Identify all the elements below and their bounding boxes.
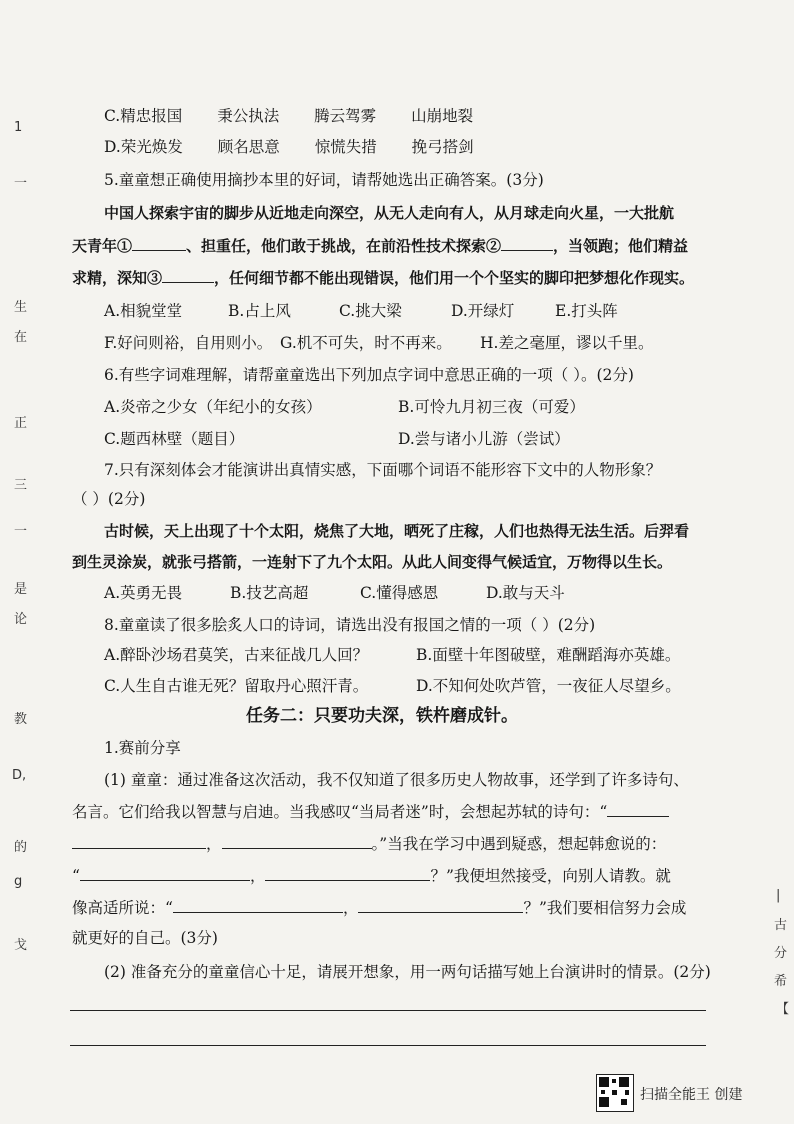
answer-line[interactable] xyxy=(70,1045,706,1046)
q8-option-b[interactable]: B.面壁十年图破壁，难酬蹈海亦英雄。 xyxy=(416,646,681,664)
q6-option-b[interactable]: B.可怜九月初三夜（可爱） xyxy=(398,398,585,416)
option-letter: C. xyxy=(104,107,121,125)
passage-text: 、担重任，他们敢于挑战，在前沿性技术探索② xyxy=(186,237,502,255)
fill-blank[interactable] xyxy=(265,866,430,881)
paragraph-text: ， xyxy=(342,899,359,917)
paragraph-text: “ xyxy=(72,867,80,885)
q5-option[interactable]: B.占上风 xyxy=(228,302,291,320)
paragraph-text: 。”当我在学习中遇到疑惑，想起韩愈说的： xyxy=(371,835,667,853)
option-word: 荣光焕发 xyxy=(120,138,183,156)
margin-fragment: 希 xyxy=(774,974,788,989)
paragraph-text: 名言。它们给我以智慧与启迪。当我感叹“当局者迷”时，会想起苏轼的诗句：“ xyxy=(72,803,608,821)
task2-paragraph-line xyxy=(72,898,686,918)
margin-fragment: 的 xyxy=(14,840,28,855)
margin-fragment: 生 xyxy=(14,300,28,315)
q5-option[interactable]: F.好问则裕，自用则小。 xyxy=(104,334,273,352)
q5-stem: 5.童童想正确使用摘抄本里的好词，请帮她选出正确答案。(3分) xyxy=(104,171,544,189)
task2-paragraph-line xyxy=(72,866,671,886)
passage-text: ，任何细节都不能出现错误，他们用一个个坚实的脚印把梦想化作现实。 xyxy=(214,269,695,287)
blank-1[interactable] xyxy=(132,236,186,251)
q5-passage-line xyxy=(72,236,688,256)
blank-2[interactable] xyxy=(501,236,553,251)
paragraph-text: ， xyxy=(206,835,222,853)
q5-option[interactable]: E.打头阵 xyxy=(555,302,618,320)
task2-heading: 任务二：只要功夫深，铁杵磨成针。 xyxy=(246,706,518,726)
margin-fragment: 戈 xyxy=(14,938,28,953)
q7-option[interactable]: A.英勇无畏 xyxy=(104,584,183,602)
passage-text: 天青年① xyxy=(72,237,133,255)
option-word: 山崩地裂 xyxy=(411,107,474,125)
margin-fragment: D, xyxy=(12,768,27,783)
paragraph-text: ？”我们要相信努力会成 xyxy=(523,899,687,917)
margin-fragment: 古 xyxy=(774,918,788,933)
q5-option[interactable]: D.开绿灯 xyxy=(451,302,515,320)
margin-fragment: | xyxy=(776,888,781,903)
q5-option[interactable]: C.挑大梁 xyxy=(339,302,402,320)
option-word: 秉公执法 xyxy=(217,107,280,125)
fill-blank[interactable] xyxy=(607,802,669,817)
margin-fragment: 正 xyxy=(14,416,28,431)
margin-fragment: 一 xyxy=(14,524,28,539)
margin-fragment: 一 xyxy=(14,176,28,191)
q8-option-a[interactable]: A.醉卧沙场君莫笑，古来征战几人回？ xyxy=(104,646,369,664)
margin-fragment: 教 xyxy=(14,712,28,727)
option-word: 腾云驾雾 xyxy=(314,107,377,125)
task2-paragraph-line: (1) 童童：通过准备这次活动，我不仅知道了很多历史人物故事，还学到了许多诗句、 xyxy=(104,771,689,789)
fill-blank[interactable] xyxy=(80,866,250,881)
q6-stem: 6.有些字词难理解，请帮童童选出下列加点字词中意思正确的一项（ ）。(2分) xyxy=(104,366,634,384)
qr-code-icon xyxy=(596,1074,634,1112)
margin-fragment: g xyxy=(14,874,23,889)
fill-blank[interactable] xyxy=(222,834,372,849)
fill-blank[interactable] xyxy=(358,898,523,913)
option-row-d xyxy=(104,137,474,157)
q7-option[interactable]: C.懂得感恩 xyxy=(360,584,439,602)
margin-fragment: 在 xyxy=(14,330,28,345)
q5-option[interactable]: H.差之毫厘，谬以千里。 xyxy=(480,334,654,352)
margin-fragment: 分 xyxy=(774,946,788,961)
task2-paragraph-line xyxy=(72,834,666,854)
q7-options xyxy=(104,583,565,603)
task2-paragraph-line: 就更好的自己。(3分) xyxy=(72,929,218,947)
blank-3[interactable] xyxy=(162,268,214,283)
q8-stem: 8.童童读了很多脍炙人口的诗词，请选出没有报国之情的一项（ ）(2分) xyxy=(104,616,596,634)
q7-passage-line: 到生灵涂炭，就张弓搭箭，一连射下了九个太阳。从此人间变得气候适宜，万物得以生长。 xyxy=(72,553,673,571)
option-word: 顾名思意 xyxy=(217,138,280,156)
q5-options-row2 xyxy=(104,333,653,353)
paragraph-text: ？”我便坦然接受，向别人请教。就 xyxy=(430,867,671,885)
paragraph-text: ， xyxy=(249,867,266,885)
answer-line[interactable] xyxy=(70,1010,706,1011)
q7-stem: 7.只有深刻体会才能演讲出真情实感，下面哪个词语不能形容下文中的人物形象？ xyxy=(104,461,662,479)
margin-fragment: 论 xyxy=(14,612,28,627)
scanner-watermark: 扫描全能王 创建 xyxy=(640,1087,743,1103)
option-word: 精忠报国 xyxy=(120,107,183,125)
q8-option-d[interactable]: D.不知何处吹芦管，一夜征人尽望乡。 xyxy=(416,677,681,695)
q5-passage-line: 中国人探索宇宙的脚步从近地走向深空，从无人走向有人，从月球走向火星，一大批航 xyxy=(104,204,675,222)
q6-option-c[interactable]: C.题西林壁（题目） xyxy=(104,430,245,448)
q5-passage-line xyxy=(72,268,694,288)
q7-passage-line: 古时候，天上出现了十个太阳，烧焦了大地，晒死了庄稼，人们也热得无法生活。后羿看 xyxy=(104,522,690,540)
q7-option[interactable]: D.敢与天斗 xyxy=(486,584,565,602)
passage-text: 求精，深知③ xyxy=(72,269,163,287)
q5-option[interactable]: G.机不可失，时不再来。 xyxy=(280,334,452,352)
q6-option-a[interactable]: A.炎帝之少女（年纪小的女孩） xyxy=(104,398,322,416)
fill-blank[interactable] xyxy=(173,898,343,913)
paragraph-text: 像高适所说：“ xyxy=(72,899,173,917)
margin-fragment: 三 xyxy=(14,478,28,493)
q7-answer-paren[interactable]: （ ）(2分) xyxy=(72,490,146,508)
q5-option[interactable]: A.相貌堂堂 xyxy=(104,302,183,320)
task2-paragraph-line xyxy=(72,802,669,822)
q5-options-row1 xyxy=(104,301,618,321)
task2-question-2: (2) 准备充分的童童信心十足，请展开想象，用一两句话描写她上台演讲时的情景。(2分) xyxy=(104,963,711,981)
option-word: 惊慌失措 xyxy=(314,138,377,156)
q8-option-c[interactable]: C.人生自古谁无死？留取丹心照汗青。 xyxy=(104,677,369,695)
margin-fragment: 是 xyxy=(14,582,28,597)
option-letter: D. xyxy=(104,138,121,156)
option-row-c xyxy=(104,106,473,126)
task2-subheading: 1.赛前分享 xyxy=(104,739,181,757)
q7-option[interactable]: B.技艺高超 xyxy=(230,584,309,602)
fill-blank[interactable] xyxy=(72,834,206,849)
passage-text: ，当领跑；他们精益 xyxy=(553,237,689,255)
margin-fragment: 1 xyxy=(14,120,23,135)
margin-fragment: 【 xyxy=(776,1002,790,1017)
q6-option-d[interactable]: D.尝与诸小儿游（尝试） xyxy=(398,430,570,448)
option-word: 挽弓搭剑 xyxy=(411,138,474,156)
